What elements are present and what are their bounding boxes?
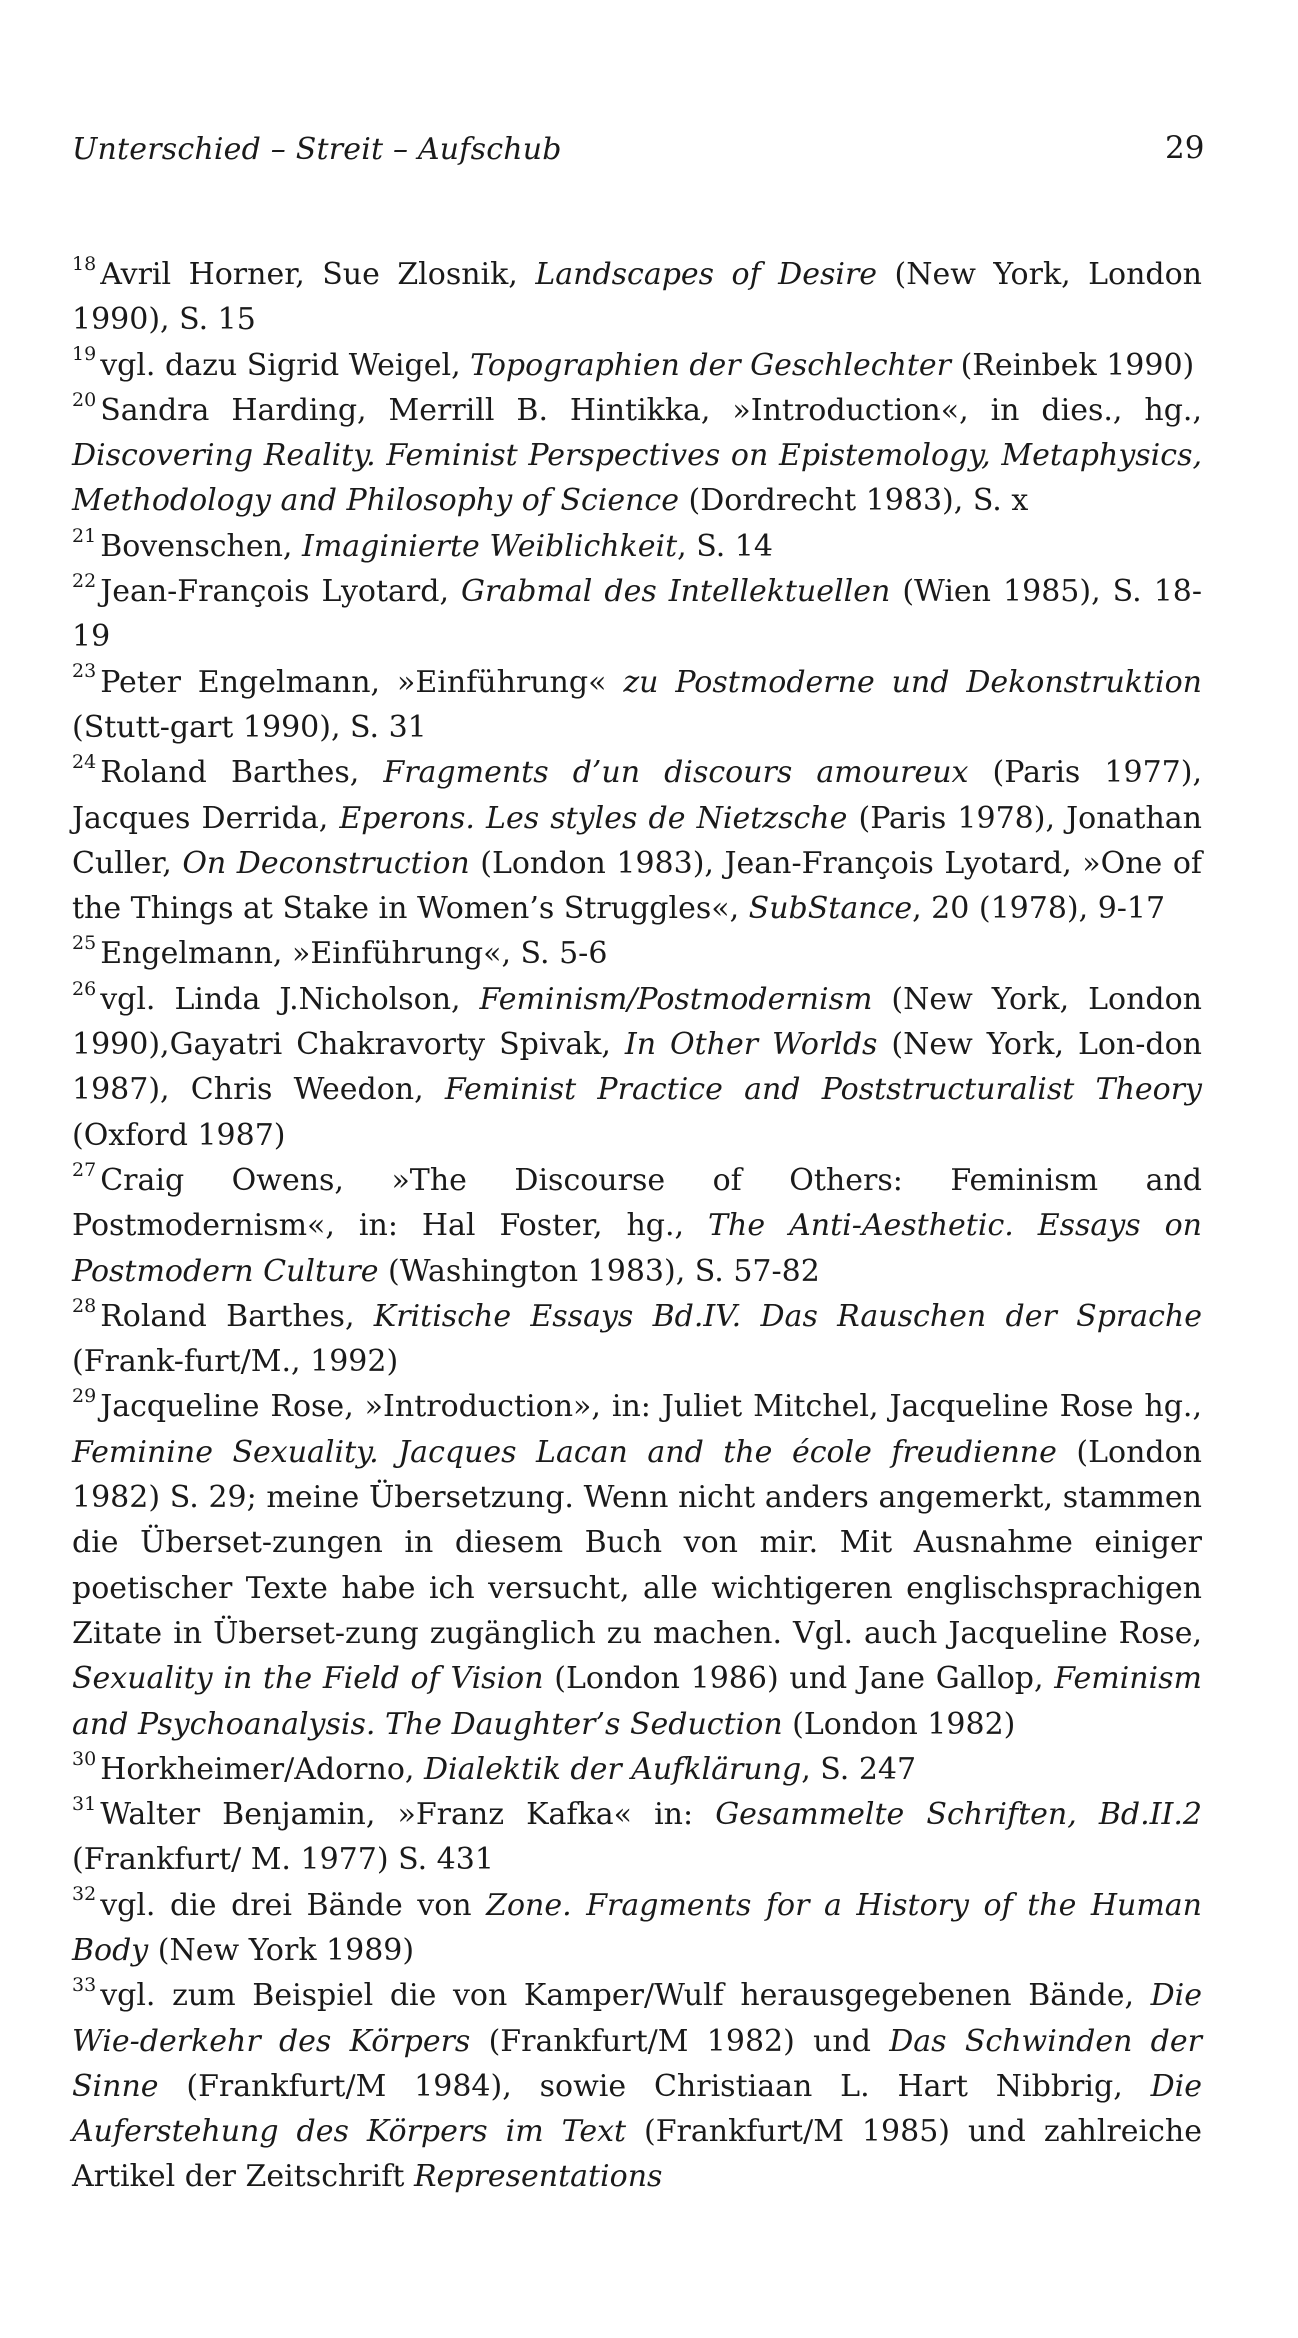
footnote-title: Gesammelte Schriften, Bd.II.2 <box>715 1797 1202 1833</box>
footnote-number: 28 <box>72 1294 97 1317</box>
footnote-number: 24 <box>72 751 97 774</box>
footnote-title: Landscapes of Desire <box>535 257 878 292</box>
footnote-26 <box>72 977 1202 1158</box>
footnote-title: Grabmal des Intellektuellen <box>461 574 891 610</box>
footnote-number: 19 <box>72 343 97 366</box>
footnote-title: In Other Worlds <box>624 1027 878 1063</box>
footnote-21 <box>72 524 1202 569</box>
footnote-title: The Anti-Aesthetic. Essays on Postmodern Culture <box>72 1208 1203 1289</box>
footnote-19 <box>72 343 1202 388</box>
footnote-text: Roland Barthes, <box>100 755 384 791</box>
footnote-title: Imaginierte Weiblichkeit <box>301 528 678 564</box>
footnote-text: (Frank-furt/M., 1992) <box>72 1344 399 1380</box>
footnote-text: (Stutt-gart 1990), S. 31 <box>72 709 427 745</box>
footnote-30 <box>72 1747 1202 1792</box>
footnote-text: (Reinbek 1990) <box>951 347 1195 383</box>
footnote-text: Engelmann, »Einführung«, S. 5-6 <box>100 936 608 972</box>
footnote-text: vgl. dazu Sigrid Weigel, <box>100 347 471 383</box>
footnote-title: Dialektik der Aufklärung <box>423 1751 802 1787</box>
footnote-text: Walter Benjamin, »Franz Kafka« in: <box>100 1797 716 1833</box>
footnote-text: vgl. zum Beispiel die von Kamper/Wulf herausgegebenen Bände, <box>100 1978 1151 2014</box>
footnote-29 <box>72 1384 1202 1746</box>
footnote-number: 32 <box>72 1883 97 1906</box>
footnote-text: (Wien 1985), S. 18-19 <box>72 574 1203 655</box>
footnote-number: 29 <box>72 1385 97 1408</box>
footnote-title: Feminism/Postmodernism <box>479 981 873 1017</box>
footnote-text: vgl. die drei Bände von <box>100 1887 487 1923</box>
footnote-text: (Paris 1977), Jacques Derrida, <box>72 755 1202 836</box>
footnote-text: (New York, London 1990), S. 15 <box>72 257 1202 338</box>
footnote-text: Sandra Harding, Merrill B. Hintikka, »Introduction«, in dies., hg., <box>100 392 1202 428</box>
footnote-text: Horkheimer/Adorno, <box>100 1751 424 1787</box>
footnote-number: 25 <box>72 932 97 955</box>
footnote-number: 33 <box>72 1974 97 1997</box>
footnote-number: 27 <box>72 1158 97 1181</box>
footnote-text: (London 1982) S. 29; meine Übersetzung. Wenn nicht anders angemerkt, stammen die Überset-zungen in diesem Buch von mir. Mit Ausnahme einiger poetischer Texte habe ich versucht, alle wichtigeren englischsprachigen Zitate in Überset-zung zugänglich zu machen. Vgl. auch Jacqueline Rose, <box>72 1434 1202 1651</box>
footnote-text: (New York, Lon-don 1987), Chris Weedon, <box>72 1027 1202 1108</box>
footnote-27 <box>72 1158 1202 1294</box>
footnote-title: Feminine Sexuality. Jacques Lacan and the école freudienne <box>72 1434 1057 1470</box>
footnote-title: Zone. Fragments for a History of the Human Body <box>72 1887 1203 1968</box>
footnote-33 <box>72 1973 1202 2199</box>
footnote-title: On Deconstruction <box>182 845 470 881</box>
footnote-text: Roland Barthes, <box>100 1298 374 1334</box>
footnote-text: (Dordrecht 1983), S. x <box>678 483 1029 519</box>
footnote-text: Peter Engelmann, »Einführung« <box>100 664 624 700</box>
footnote-title: Die Wie-derkehr des Körpers <box>72 1978 1202 2059</box>
footnote-text: (Oxford 1987) <box>72 1117 286 1153</box>
footnote-title: Eperons. Les styles de Nietzsche <box>339 800 848 836</box>
footnote-24 <box>72 750 1202 931</box>
footnote-text: Craig Owens, »The Discourse of Others: Feminism and Postmodernism«, in: Hal Foster, hg., <box>72 1162 1202 1244</box>
footnote-text: , S. 247 <box>801 1751 917 1787</box>
footnote-text: , S. 14 <box>677 528 773 564</box>
footnote-text: , 20 (1978), 9-17 <box>912 891 1166 927</box>
footnote-title: Sexuality in the Field of Vision <box>72 1661 544 1697</box>
footnote-title: Fragments d’un discours amoureux <box>383 755 969 791</box>
footnote-text: (Frankfurt/M 1985) und zahlreiche Artikel der Zeitschrift <box>72 2114 1202 2195</box>
footnote-20 <box>72 388 1202 524</box>
footnote-28 <box>72 1294 1202 1385</box>
footnote-text: Avril Horner, Sue Zlosnik, <box>100 257 536 292</box>
footnote-title: zu Postmoderne und Dekonstruktion <box>623 664 1203 700</box>
footnote-list <box>72 252 1202 2200</box>
footnote-number: 30 <box>72 1747 97 1770</box>
footnote-number: 18 <box>72 252 97 275</box>
footnote-title: Das Schwinden der Sinne <box>72 2023 1202 2104</box>
footnote-number: 31 <box>72 1792 97 1815</box>
footnote-title: SubStance <box>748 891 913 927</box>
footnote-text: Jean-François Lyotard, <box>100 574 462 610</box>
footnote-text: (London 1986) und Jane Gallop, <box>543 1661 1055 1697</box>
footnote-22 <box>72 569 1202 660</box>
footnote-text: (New York, London 1990),Gayatri Chakravorty Spivak, <box>72 981 1202 1063</box>
footnote-text: (London 1983), Jean-François Lyotard, »One of the Things at Stake in Women’s Struggles«, <box>72 845 1202 927</box>
footnote-text: vgl. Linda J.Nicholson, <box>100 981 480 1017</box>
footnote-text: (Frankfurt/ M. 1977) S. 431 <box>72 1842 494 1878</box>
footnote-25 <box>72 931 1202 976</box>
footnote-text: (London 1982) <box>782 1706 1016 1742</box>
footnote-number: 21 <box>72 524 97 547</box>
footnote-text: (Frankfurt/M 1984), sowie Christiaan L. Hart Nibbrig, <box>158 2068 1151 2104</box>
footnote-number: 26 <box>72 977 97 1000</box>
footnote-text: (Paris 1978), Jonathan Culler, <box>72 800 1203 881</box>
footnote-text: Jacqueline Rose, »Introduction», in: Juliet Mitchel, Jacqueline Rose hg., <box>100 1389 1202 1425</box>
footnote-number: 23 <box>72 660 97 683</box>
footnote-text: (New York 1989) <box>148 1932 415 1968</box>
footnote-text: Bovenschen, <box>100 528 302 564</box>
footnote-18 <box>72 252 1202 343</box>
footnote-title: Die Auferstehung des Körpers im Text <box>72 2068 1202 2150</box>
footnote-title: Kritische Essays Bd.IV. Das Rauschen der Sprache <box>373 1298 1202 1334</box>
footnote-title: Feminism and Psychoanalysis. The Daughter’s Seduction <box>72 1661 1202 1742</box>
page-number: 29 <box>1165 130 1205 166</box>
footnote-title: Discovering Reality. Feminist Perspectives on Epistemology, Metaphysics, Methodology and Philosophy of Science <box>72 438 1202 519</box>
footnote-text: (Frankfurt/M 1982) und <box>470 2023 890 2059</box>
footnote-title: Feminist Practice and Poststructuralist Theory <box>444 1072 1202 1108</box>
footnote-32 <box>72 1883 1202 1974</box>
footnote-number: 22 <box>72 569 97 592</box>
footnote-title: Representations <box>413 2159 663 2195</box>
footnote-title: Topographien der Geschlechter <box>470 347 952 383</box>
footnote-text: (Washington 1983), S. 57-82 <box>378 1253 820 1289</box>
footnote-number: 20 <box>72 388 97 411</box>
running-title: Unterschied – Streit – Aufschub <box>72 132 562 167</box>
footnote-23 <box>72 660 1202 751</box>
footnote-31 <box>72 1792 1202 1883</box>
